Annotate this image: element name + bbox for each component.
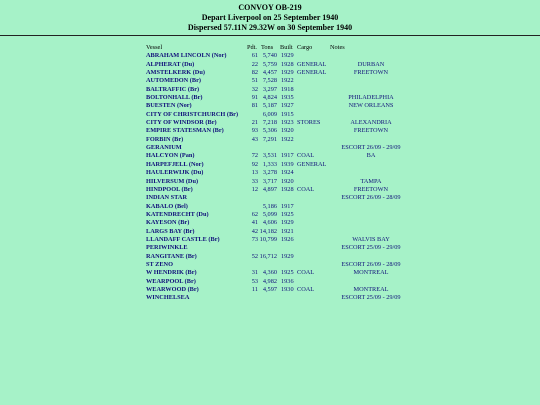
cell-notes: FREETOWN (353, 185, 389, 193)
cell-built: 1915 (281, 110, 294, 118)
cell-vessel: HILVERSUM (Du) (146, 177, 199, 185)
cell-vessel: AUTOMEDON (Br) (146, 77, 201, 85)
cell-pdt: 72 (251, 152, 258, 160)
cell-cargo: COAL (297, 285, 315, 293)
table-row (0, 186, 540, 194)
table-row (0, 94, 540, 102)
table-row (0, 194, 540, 202)
cell-vessel: HAULERWIJK (Du) (146, 169, 204, 177)
cell-vessel: RANGITANE (Br) (146, 252, 197, 260)
column-header-pdt: Pdt. (247, 44, 257, 51)
column-header-built: Built (280, 44, 293, 51)
cell-cargo: GENERAL (297, 60, 327, 68)
cell-vessel: GERANIUM (146, 144, 182, 152)
cell-vessel: WEARWOOD (Br) (146, 285, 199, 293)
cell-tons: 7,528 (262, 77, 277, 85)
column-header-cargo: Cargo (297, 44, 313, 51)
table-row (0, 69, 540, 77)
cell-tons: 4,597 (262, 285, 277, 293)
cell-built: 1922 (281, 77, 294, 85)
cell-pdt: 91 (251, 94, 258, 102)
column-header-tons: Tons (261, 44, 274, 51)
table-row (0, 236, 540, 244)
cell-notes: FREETOWN (353, 69, 389, 77)
depart-line: Depart Liverpool on 25 September 1940 (201, 13, 339, 22)
table-row (0, 178, 540, 186)
cell-vessel: WINCHELSEA (146, 294, 190, 302)
table-row (0, 52, 540, 60)
cell-vessel: WEARPOOL (Br) (146, 277, 196, 285)
cell-tons: 3,717 (262, 177, 277, 185)
cell-cargo: COAL (297, 269, 315, 277)
cell-pdt: 42 (251, 227, 258, 235)
table-row (0, 61, 540, 69)
header-divider (0, 35, 540, 36)
table-row (0, 136, 540, 144)
table-row (0, 286, 540, 294)
cell-pdt: 12 (251, 185, 258, 193)
cell-notes: MONTREAL (353, 269, 389, 277)
cell-notes: DURBAN (357, 60, 385, 68)
cell-pdt: 43 (251, 135, 258, 143)
cell-tons: 4,606 (262, 219, 277, 227)
cell-tons: 1,333 (262, 160, 277, 168)
table-row (0, 278, 540, 286)
cell-tons: 14,182 (259, 227, 277, 235)
cell-built: 1922 (281, 135, 294, 143)
cell-notes: TAMPA (360, 177, 382, 185)
table-row (0, 119, 540, 127)
convoy-table (0, 44, 540, 303)
cell-tons: 4,982 (262, 277, 277, 285)
cell-tons: 5,099 (262, 210, 277, 218)
cell-pdt: 22 (251, 60, 258, 68)
cell-built: 1924 (281, 169, 294, 177)
cell-built: 1929 (281, 52, 294, 60)
table-row (0, 228, 540, 236)
column-header-notes: Notes (330, 44, 345, 51)
cell-pdt: 53 (251, 277, 258, 285)
cell-built: 1936 (281, 277, 294, 285)
table-row (0, 86, 540, 94)
table-row (0, 152, 540, 160)
cell-built: 1918 (281, 85, 294, 93)
cell-tons: 5,306 (262, 127, 277, 135)
cell-vessel: CITY OF CHRISTCHURCH (Br) (146, 110, 239, 118)
cell-notes: WALVIS BAY (352, 235, 390, 243)
cell-notes: BA (366, 152, 376, 160)
cell-notes: ESCORT 26/09 - 29/09 (341, 144, 401, 152)
cell-vessel: ALPHERAT (Du) (146, 60, 195, 68)
cell-tons: 5,740 (262, 52, 277, 60)
cell-vessel: FORBIN (Br) (146, 135, 184, 143)
cell-built: 1926 (281, 235, 294, 243)
cell-tons: 3,278 (262, 169, 277, 177)
dispersed-line: Dispersed 57.11N 29.32W on 30 September 1940 (187, 23, 353, 32)
cell-tons: 4,824 (262, 94, 277, 102)
cell-vessel: BUESTEN (Nor) (146, 102, 192, 110)
cell-pdt: 61 (251, 52, 258, 60)
cell-cargo: STORES (297, 119, 321, 127)
cell-tons: 10,799 (259, 235, 277, 243)
cell-notes: ESCORT 25/09 - 29/09 (341, 294, 401, 302)
cell-vessel: HALCYON (Pan) (146, 152, 195, 160)
cell-tons: 3,297 (262, 85, 277, 93)
cell-notes: ALEXANDRIA (350, 119, 392, 127)
cell-built: 1929 (281, 252, 294, 260)
cell-cargo: GENERAL (297, 69, 327, 77)
cell-vessel: BALTRAFFIC (Br) (146, 85, 200, 93)
cell-tons: 4,360 (262, 269, 277, 277)
cell-notes: FREETOWN (353, 127, 389, 135)
table-row (0, 244, 540, 252)
table-row (0, 169, 540, 177)
table-row (0, 211, 540, 219)
cell-built: 1921 (281, 227, 294, 235)
column-header-row (0, 44, 540, 52)
table-row (0, 261, 540, 269)
cell-built: 1920 (281, 127, 294, 135)
cell-pdt: 62 (251, 210, 258, 218)
cell-cargo: COAL (297, 185, 315, 193)
cell-pdt: 92 (251, 160, 258, 168)
cell-built: 1927 (281, 102, 294, 110)
cell-built: 1939 (281, 160, 294, 168)
cell-tons: 7,291 (262, 135, 277, 143)
page-header (0, 0, 540, 33)
cell-vessel: LLANDAFF CASTLE (Br) (146, 235, 220, 243)
cell-tons: 5,187 (262, 102, 277, 110)
cell-cargo: COAL (297, 152, 315, 160)
cell-built: 1925 (281, 210, 294, 218)
cell-pdt: 81 (251, 102, 258, 110)
cell-tons: 4,457 (262, 69, 277, 77)
table-row (0, 253, 540, 261)
table-row (0, 294, 540, 302)
convoy-title: CONVOY OB-219 (238, 3, 302, 12)
cell-pdt: 21 (251, 119, 258, 127)
cell-pdt: 52 (251, 252, 258, 260)
table-row (0, 269, 540, 277)
cell-tons: 5,759 (262, 60, 277, 68)
table-row (0, 203, 540, 211)
cell-vessel: INDIAN STAR (146, 194, 187, 202)
cell-pdt: 31 (251, 269, 258, 277)
cell-built: 1930 (281, 285, 294, 293)
cell-notes: MONTREAL (353, 285, 389, 293)
cell-built: 1928 (281, 60, 294, 68)
cell-vessel: KABALO (Bel) (146, 202, 188, 210)
table-row (0, 111, 540, 119)
cell-notes: ESCORT 26/09 - 28/09 (341, 260, 401, 268)
cell-pdt: 32 (251, 85, 258, 93)
cell-vessel: W HENDRIK (Br) (146, 269, 197, 277)
cell-notes: NEW ORLEANS (348, 102, 394, 110)
cell-vessel: ST ZENO (146, 260, 174, 268)
cell-vessel: CITY OF WINDSOR (Br) (146, 119, 217, 127)
cell-vessel: KAYESON (Br) (146, 219, 190, 227)
cell-built: 1923 (281, 119, 294, 127)
cell-vessel: HARPEFJELL (Nor) (146, 160, 204, 168)
cell-pdt: 33 (251, 177, 258, 185)
cell-notes: PHILADELPHIA (348, 94, 394, 102)
table-row (0, 219, 540, 227)
cell-built: 1928 (281, 185, 294, 193)
cell-vessel: ABRAHAM LINCOLN (Nor) (146, 52, 227, 60)
cell-notes: ESCORT 25/09 - 29/09 (341, 244, 401, 252)
cell-built: 1935 (281, 94, 294, 102)
cell-vessel: AMSTELKERK (Du) (146, 69, 205, 77)
cell-vessel: EMPIRE STATESMAN (Br) (146, 127, 224, 135)
cell-pdt: 82 (251, 69, 258, 77)
cell-pdt: 51 (251, 77, 258, 85)
cell-built: 1920 (281, 177, 294, 185)
cell-pdt: 93 (251, 127, 258, 135)
cell-vessel: BOLTONHALL (Br) (146, 94, 203, 102)
cell-vessel: HINDPOOL (Br) (146, 185, 193, 193)
cell-tons: 6,009 (262, 110, 277, 118)
cell-built: 1917 (281, 202, 294, 210)
cell-pdt: 41 (251, 219, 258, 227)
cell-built: 1929 (281, 219, 294, 227)
cell-cargo: GENERAL (297, 160, 327, 168)
cell-built: 1917 (281, 152, 294, 160)
cell-vessel: KATENDRECHT (Du) (146, 210, 209, 218)
cell-tons: 4,897 (262, 185, 277, 193)
cell-pdt: 13 (251, 169, 258, 177)
cell-notes: ESCORT 26/09 - 28/09 (341, 194, 401, 202)
table-row (0, 102, 540, 110)
cell-pdt: 11 (251, 285, 258, 293)
cell-tons: 3,531 (262, 152, 277, 160)
column-header-vessel: Vessel (146, 44, 163, 51)
cell-built: 1929 (281, 69, 294, 77)
cell-tons: 7,218 (262, 119, 277, 127)
table-row (0, 144, 540, 152)
cell-pdt: 73 (251, 235, 258, 243)
cell-tons: 16,712 (259, 252, 277, 260)
cell-tons: 5,186 (262, 202, 277, 210)
table-row (0, 127, 540, 135)
table-body (0, 52, 540, 302)
table-row (0, 77, 540, 85)
cell-built: 1925 (281, 269, 294, 277)
cell-vessel: LARGS BAY (Br) (146, 227, 195, 235)
cell-vessel: PERIWINKLE (146, 244, 188, 252)
table-row (0, 161, 540, 169)
